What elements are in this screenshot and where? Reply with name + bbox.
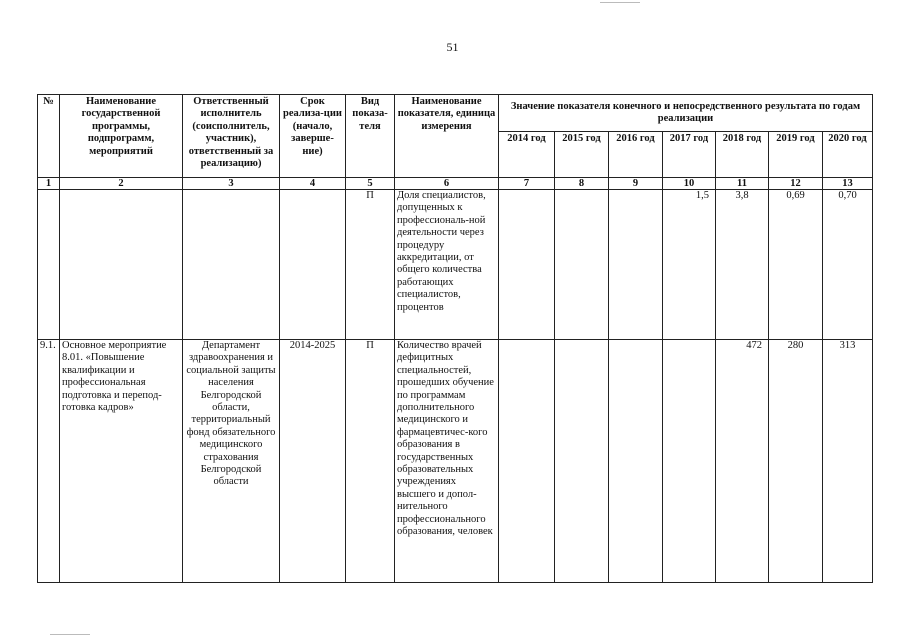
- header-year-2019: 2019 год: [769, 132, 823, 178]
- row-term: [280, 190, 346, 340]
- column-number: 7: [499, 178, 555, 190]
- row-value-2018: 472: [716, 340, 769, 583]
- row-value-2018: 3,8: [716, 190, 769, 340]
- indicator-table-sheet: [37, 94, 873, 583]
- header-year-2015: 2015 год: [555, 132, 609, 178]
- row-value-2014: [499, 190, 555, 340]
- header-values-group: Значение показателя конечного и непосредственного результата по годам реализации: [499, 95, 873, 132]
- column-number: 13: [823, 178, 873, 190]
- row-number: [38, 190, 60, 340]
- row-number: 9.1.: [38, 340, 60, 583]
- header-indicator-kind: Вид показа-теля: [346, 95, 395, 178]
- column-number: 2: [60, 178, 183, 190]
- header-number: №: [38, 95, 60, 178]
- row-executor: [183, 190, 280, 340]
- column-numbers-row: [38, 178, 873, 190]
- table-row: [38, 340, 873, 583]
- row-indicator-name: Количество врачей дефицитных специальностей, прошедших обучение по программам дополнительного медицинского и фармацевтичес-кого образования в государственных образовательных учреждениях высшего и допол-нительного профессионального образования, человек: [395, 340, 499, 583]
- scan-artifact-line: [50, 634, 90, 635]
- header-indicator-name: Наименование показателя, единица измерения: [395, 95, 499, 178]
- header-term: Срок реализа-ции (начало, заверше-ние): [280, 95, 346, 178]
- column-number: 11: [716, 178, 769, 190]
- column-number: 10: [663, 178, 716, 190]
- column-number: 5: [346, 178, 395, 190]
- row-value-2016: [609, 190, 663, 340]
- row-value-2016: [609, 340, 663, 583]
- row-value-2017: [663, 340, 716, 583]
- row-value-2020: 0,70: [823, 190, 873, 340]
- header-year-2017: 2017 год: [663, 132, 716, 178]
- row-value-2015: [555, 190, 609, 340]
- row-program-name: Основное мероприятие 8.01. «Повышение квалификации и профессиональная подготовка и перепод-готовка кадров»: [60, 340, 183, 583]
- row-value-2017: 1,5: [663, 190, 716, 340]
- row-value-2019: 0,69: [769, 190, 823, 340]
- row-value-2014: [499, 340, 555, 583]
- column-number: 1: [38, 178, 60, 190]
- row-term: 2014-2025: [280, 340, 346, 583]
- column-number: 6: [395, 178, 499, 190]
- page-number: 51: [446, 40, 459, 54]
- row-program-name: [60, 190, 183, 340]
- header-program-name: Наименование государственной программы, подпрограмм, мероприятий: [60, 95, 183, 178]
- indicator-table: [37, 94, 873, 583]
- row-value-2019: 280: [769, 340, 823, 583]
- header-year-2014: 2014 год: [499, 132, 555, 178]
- header-year-2020: 2020 год: [823, 132, 873, 178]
- row-indicator-kind: П: [346, 190, 395, 340]
- table-row: [38, 190, 873, 340]
- row-executor: Департамент здравоохранения и социальной защиты населения Белгородской области, территориальный фонд обязательного медицинского страхования Белгородской области: [183, 340, 280, 583]
- column-number: 3: [183, 178, 280, 190]
- header-year-2016: 2016 год: [609, 132, 663, 178]
- row-indicator-kind: П: [346, 340, 395, 583]
- row-indicator-name: Доля специалистов, допущенных к профессиональ-ной деятельности через процедуру аккредитации, от общего количества работающих специалистов, процентов: [395, 190, 499, 340]
- column-number: 4: [280, 178, 346, 190]
- row-value-2015: [555, 340, 609, 583]
- column-number: 8: [555, 178, 609, 190]
- header-executor: Ответственный исполнитель (соисполнитель, участник), ответственный за реализацию): [183, 95, 280, 178]
- row-value-2020: 313: [823, 340, 873, 583]
- header-year-2018: 2018 год: [716, 132, 769, 178]
- column-number: 12: [769, 178, 823, 190]
- column-number: 9: [609, 178, 663, 190]
- scan-artifact-line: [600, 2, 640, 3]
